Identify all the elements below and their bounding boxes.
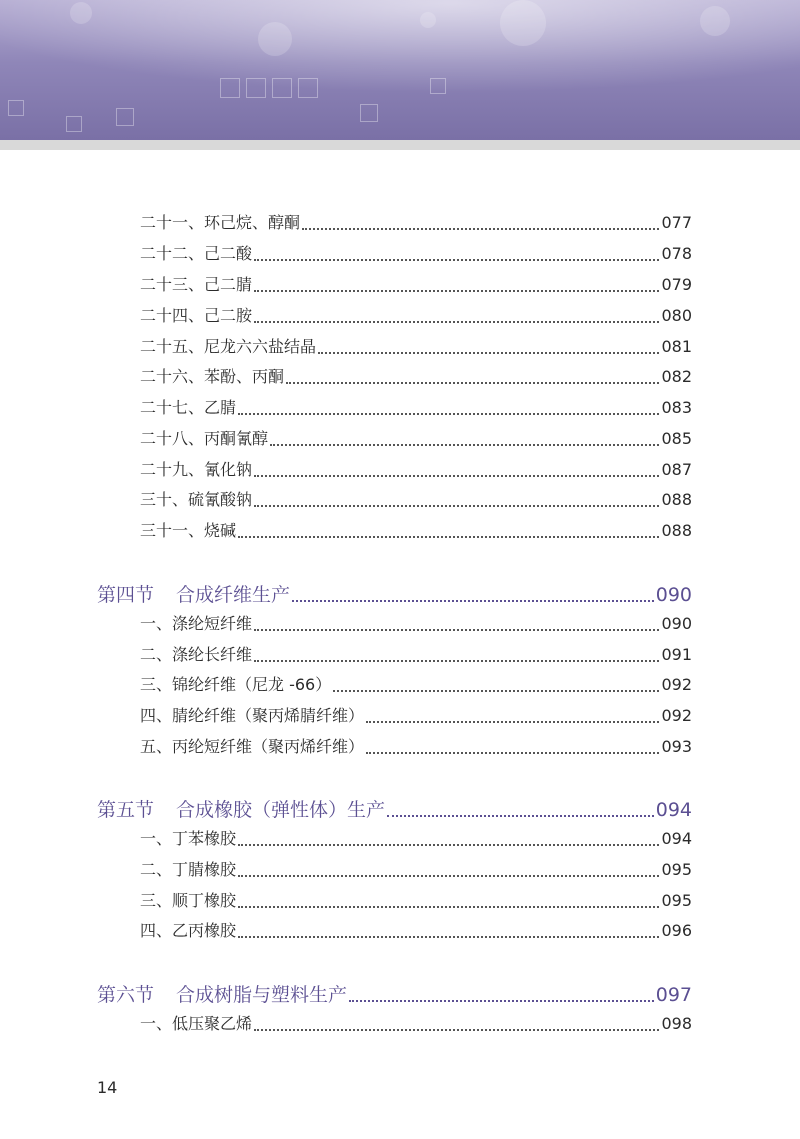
- toc-item-label: 二十五、尼龙六六盐结晶: [140, 337, 317, 356]
- dot-leader: [333, 690, 659, 692]
- page-number: 14: [97, 1078, 118, 1097]
- section-number: 第六节: [97, 984, 155, 1006]
- toc-item[interactable]: [140, 705, 692, 727]
- toc-item-page: 094: [661, 829, 692, 848]
- toc-item-page: 091: [661, 645, 692, 664]
- toc-item[interactable]: [140, 1013, 692, 1035]
- toc-item[interactable]: [140, 674, 692, 696]
- toc-section-heading[interactable]: [97, 797, 692, 823]
- toc-item-label: 三、锦纶纤维（尼龙 -66）: [140, 675, 332, 694]
- toc-item-label: 五、丙纶短纤维（聚丙烯纤维）: [140, 737, 365, 756]
- section-heading-label: [97, 797, 385, 823]
- banner-bubble: [420, 12, 436, 28]
- section-title: 合成橡胶（弹性体）生产: [176, 799, 386, 821]
- header-banner: [0, 0, 800, 140]
- toc-item-page: 080: [661, 306, 692, 325]
- dot-leader: [238, 936, 659, 938]
- toc-item-label: 二、涤纶长纤维: [140, 645, 253, 664]
- toc-item[interactable]: [140, 428, 692, 450]
- toc-item-page: 088: [661, 490, 692, 509]
- banner-square: [298, 78, 318, 98]
- dot-leader: [292, 600, 654, 602]
- dot-leader: [254, 660, 659, 662]
- toc-item-page: 098: [661, 1014, 692, 1033]
- toc-item-page: 092: [661, 706, 692, 725]
- toc-item[interactable]: [140, 243, 692, 265]
- toc-item-label: 三、顺丁橡胶: [140, 891, 237, 910]
- dot-leader: [366, 721, 659, 723]
- toc-section-heading[interactable]: [97, 982, 692, 1008]
- dot-leader: [238, 844, 659, 846]
- banner-bubble: [500, 0, 546, 46]
- toc-item-label: 二十三、己二腈: [140, 275, 253, 294]
- toc-item-page: 081: [661, 337, 692, 356]
- dot-leader: [366, 752, 659, 754]
- toc-item-label: 二十八、丙酮氰醇: [140, 429, 269, 448]
- section-page: 090: [655, 584, 692, 606]
- toc-item-page: 083: [661, 398, 692, 417]
- toc-item[interactable]: [140, 274, 692, 296]
- banner-square: [246, 78, 266, 98]
- toc-item[interactable]: [140, 336, 692, 358]
- toc-item[interactable]: [140, 890, 692, 912]
- dot-leader: [254, 290, 659, 292]
- toc-item-page: 077: [661, 213, 692, 232]
- toc-item-page: 085: [661, 429, 692, 448]
- toc-item-label: 二十九、氰化钠: [140, 460, 253, 479]
- toc-item-page: 082: [661, 367, 692, 386]
- toc-item[interactable]: [140, 305, 692, 327]
- toc-item-page: 095: [661, 860, 692, 879]
- toc-item[interactable]: [140, 859, 692, 881]
- dot-leader: [302, 228, 659, 230]
- toc-item[interactable]: [140, 366, 692, 388]
- toc-item[interactable]: [140, 520, 692, 542]
- dot-leader: [270, 444, 659, 446]
- toc-item-label: 一、丁苯橡胶: [140, 829, 237, 848]
- toc-item-label: 二十七、乙腈: [140, 398, 237, 417]
- toc-item-page: 095: [661, 891, 692, 910]
- section-heading-label: [97, 582, 290, 608]
- dot-leader: [387, 815, 654, 817]
- toc-item-label: 二、丁腈橡胶: [140, 860, 237, 879]
- section-number: 第四节: [97, 584, 155, 606]
- toc-item-page: 088: [661, 521, 692, 540]
- dot-leader: [286, 382, 659, 384]
- toc-item-label: 三十一、烧碱: [140, 521, 237, 540]
- toc-item[interactable]: [140, 920, 692, 942]
- toc-item-label: 四、乙丙橡胶: [140, 921, 237, 940]
- toc-item-label: 二十二、己二酸: [140, 244, 253, 263]
- toc-item[interactable]: [140, 644, 692, 666]
- toc-item-label: 一、低压聚乙烯: [140, 1014, 253, 1033]
- banner-bubble: [258, 22, 292, 56]
- dot-leader: [238, 875, 659, 877]
- toc-item-label: 二十一、环己烷、醇酮: [140, 213, 301, 232]
- toc-item-label: 二十四、己二胺: [140, 306, 253, 325]
- dot-leader: [254, 475, 659, 477]
- toc-item-page: 092: [661, 675, 692, 694]
- section-number: 第五节: [97, 799, 155, 821]
- banner-square: [272, 78, 292, 98]
- toc-item[interactable]: [140, 459, 692, 481]
- toc-item[interactable]: [140, 828, 692, 850]
- banner-square: [220, 78, 240, 98]
- toc-item-label: 一、涤纶短纤维: [140, 614, 253, 633]
- dot-leader: [254, 505, 659, 507]
- dot-leader: [238, 536, 659, 538]
- toc-item-page: 078: [661, 244, 692, 263]
- section-title: 合成树脂与塑料生产: [176, 984, 348, 1006]
- banner-bubble: [700, 6, 730, 36]
- section-title: 合成纤维生产: [176, 584, 291, 606]
- toc-item-label: 二十六、苯酚、丙酮: [140, 367, 285, 386]
- toc-item-page: 096: [661, 921, 692, 940]
- dot-leader: [349, 1000, 654, 1002]
- toc-item-label: 四、腈纶纤维（聚丙烯腈纤维）: [140, 706, 365, 725]
- dot-leader: [254, 1029, 659, 1031]
- dot-leader: [254, 629, 659, 631]
- banner-square: [8, 100, 24, 116]
- banner-square: [430, 78, 446, 94]
- toc-item[interactable]: [140, 489, 692, 511]
- toc-item[interactable]: [140, 613, 692, 635]
- toc-section-heading[interactable]: [97, 582, 692, 608]
- section-page: 097: [655, 984, 692, 1006]
- dot-leader: [238, 906, 659, 908]
- toc-item-page: 079: [661, 275, 692, 294]
- toc-item-label: 三十、硫氰酸钠: [140, 490, 253, 509]
- dot-leader: [254, 259, 659, 261]
- section-heading-label: [97, 982, 347, 1008]
- section-page: 094: [655, 799, 692, 821]
- banner-stripe: [0, 140, 800, 150]
- toc-item-page: 093: [661, 737, 692, 756]
- banner-square: [66, 116, 82, 132]
- toc-item-page: 087: [661, 460, 692, 479]
- dot-leader: [254, 321, 659, 323]
- toc-item-page: 090: [661, 614, 692, 633]
- dot-leader: [318, 352, 659, 354]
- toc-item[interactable]: [140, 397, 692, 419]
- toc-item[interactable]: [140, 736, 692, 758]
- banner-square: [360, 104, 378, 122]
- toc-item[interactable]: [140, 212, 692, 234]
- banner-highlight: [0, 0, 800, 100]
- dot-leader: [238, 413, 659, 415]
- banner-square: [116, 108, 134, 126]
- banner-bubble: [70, 2, 92, 24]
